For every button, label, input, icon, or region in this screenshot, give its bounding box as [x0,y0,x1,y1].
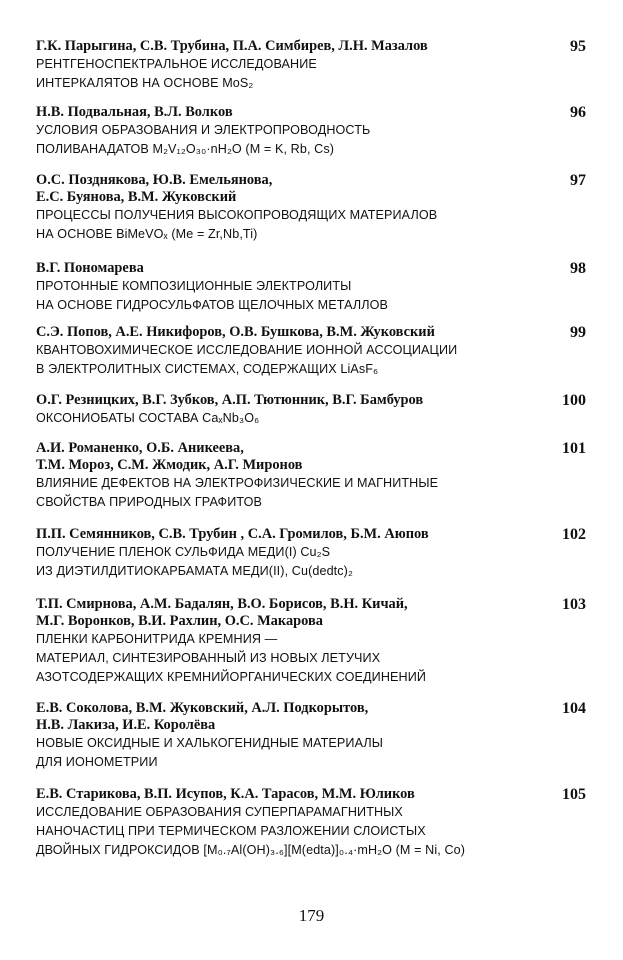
entry-authors: В.Г. Пономарева [36,260,144,276]
entry-page-number: 97 [570,172,586,189]
entry-title: ОКСОНИОБАТЫ СОСТАВА CaₓNb₃O₆ [36,411,260,425]
entry-title: УСЛОВИЯ ОБРАЗОВАНИЯ И ЭЛЕКТРОПРОВОДНОСТЬ [36,123,371,137]
entry-authors: Н.В. Лакиза, И.Е. Королёва [36,717,216,733]
entry-title: ДВОЙНЫХ ГИДРОКСИДОВ [M₀.₇Al(OH)₃.₆][M(edta)]₀.₄·mH₂O (M = Ni, Co) [36,843,466,857]
toc-entry [36,526,586,581]
entry-title: КВАНТОВОХИМИЧЕСКОЕ ИССЛЕДОВАНИЕ ИОННОЙ АССОЦИАЦИИ [36,343,458,357]
entry-title: ПОЛУЧЕНИЕ ПЛЕНОК СУЛЬФИДА МЕДИ(I) Cu₂S [36,545,331,559]
entry-authors: О.Г. Резницких, В.Г. Зубков, А.П. Тютюнник, В.Г. Бамбуров [36,392,424,408]
entry-page-number: 102 [562,526,586,543]
entry-page-number: 101 [562,440,586,457]
entry-title: МАТЕРИАЛ, СИНТЕЗИРОВАННЫЙ ИЗ НОВЫХ ЛЕТУЧИХ [36,651,381,665]
entry-title: АЗОТСОДЕРЖАЩИХ КРЕМНИЙОРГАНИЧЕСКИХ СОЕДИНЕНИЙ [36,670,427,684]
entry-authors: Н.В. Подвальная, В.Л. Волков [36,104,233,120]
entry-title: НА ОСНОВЕ BiMeVOₓ (Me = Zr,Nb,Ti) [36,227,258,241]
entry-authors: Т.М. Мороз, С.М. Жмодик, А.Г. Миронов [36,457,303,473]
toc-entry [36,786,586,860]
toc-entry [36,596,586,687]
entry-authors: Г.К. Парыгина, С.В. Трубина, П.А. Симбирев, Л.Н. Мазалов [36,38,428,54]
entry-page-number: 98 [570,260,586,277]
entry-authors: Е.В. Старикова, В.П. Исупов, К.А. Тарасов, М.М. Юликов [36,786,415,802]
entry-title: РЕНТГЕНОСПЕКТРАЛЬНОЕ ИССЛЕДОВАНИЕ [36,57,317,71]
entry-title: НАНОЧАСТИЦ ПРИ ТЕРМИЧЕСКОМ РАЗЛОЖЕНИИ СЛОИСТЫХ [36,824,426,838]
entry-title: В ЭЛЕКТРОЛИТНЫХ СИСТЕМАХ, СОДЕРЖАЩИХ LiAsF₆ [36,362,379,376]
toc-entry [36,440,586,512]
entry-authors: Е.В. Соколова, В.М. Жуковский, А.Л. Подкорытов, [36,700,369,716]
entry-title: СВОЙСТВА ПРИРОДНЫХ ГРАФИТОВ [36,495,262,509]
entry-authors: Т.П. Смирнова, А.М. Бадалян, В.О. Борисов, В.Н. Кичай, [36,596,408,612]
entry-authors: А.И. Романенко, О.Б. Аникеева, [36,440,244,456]
entry-title: ДЛЯ ИОНОМЕТРИИ [36,755,158,769]
entry-title: ПРОТОННЫЕ КОМПОЗИЦИОННЫЕ ЭЛЕКТРОЛИТЫ [36,279,352,293]
entry-authors: О.С. Позднякова, Ю.В. Емельянова, [36,172,273,188]
toc-entry [36,700,586,772]
entry-page-number: 100 [562,392,586,409]
entry-title: ПРОЦЕССЫ ПОЛУЧЕНИЯ ВЫСОКОПРОВОДЯЩИХ МАТЕРИАЛОВ [36,208,438,222]
toc-entry [36,38,586,93]
entry-page-number: 104 [562,700,586,717]
entry-title: ИНТЕРКАЛЯТОВ НА ОСНОВЕ MoS₂ [36,76,254,90]
toc-entry [36,260,586,315]
entry-title: НОВЫЕ ОКСИДНЫЕ И ХАЛЬКОГЕНИДНЫЕ МАТЕРИАЛЫ [36,736,383,750]
entry-title: ВЛИЯНИЕ ДЕФЕКТОВ НА ЭЛЕКТРОФИЗИЧЕСКИЕ И МАГНИТНЫЕ [36,476,439,490]
entry-authors: Е.С. Буянова, В.М. Жуковский [36,189,237,205]
toc-entry [36,104,586,159]
toc-entry [36,392,586,428]
entry-page-number: 103 [562,596,586,613]
entry-title: НА ОСНОВЕ ГИДРОСУЛЬФАТОВ ЩЕЛОЧНЫХ МЕТАЛЛОВ [36,298,389,312]
entry-page-number: 105 [562,786,586,803]
toc-entry [36,324,586,379]
entry-title: ПОЛИВАНАДАТОВ M₂V₁₂O₃₀·nH₂O (M = K, Rb, Cs) [36,142,335,156]
entry-title: ИЗ ДИЭТИЛДИТИОКАРБАМАТА МЕДИ(II), Cu(dedtc)₂ [36,564,353,578]
entry-page-number: 95 [570,38,586,55]
entry-page-number: 99 [570,324,586,341]
entry-title: ИССЛЕДОВАНИЕ ОБРАЗОВАНИЯ СУПЕРПАРАМАГНИТНЫХ [36,805,403,819]
page-number: 179 [298,906,325,925]
toc-entry [36,172,586,244]
entry-title: ПЛЕНКИ КАРБОНИТРИДА КРЕМНИЯ — [36,632,278,646]
entry-authors: М.Г. Воронков, В.И. Рахлин, О.С. Макарова [36,613,323,629]
entry-authors: П.П. Семянников, С.В. Трубин , С.А. Громилов, Б.М. Аюпов [36,526,429,542]
entry-authors: С.Э. Попов, А.Е. Никифоров, О.В. Бушкова, В.М. Жуковский [36,324,435,340]
entry-page-number: 96 [570,104,586,121]
